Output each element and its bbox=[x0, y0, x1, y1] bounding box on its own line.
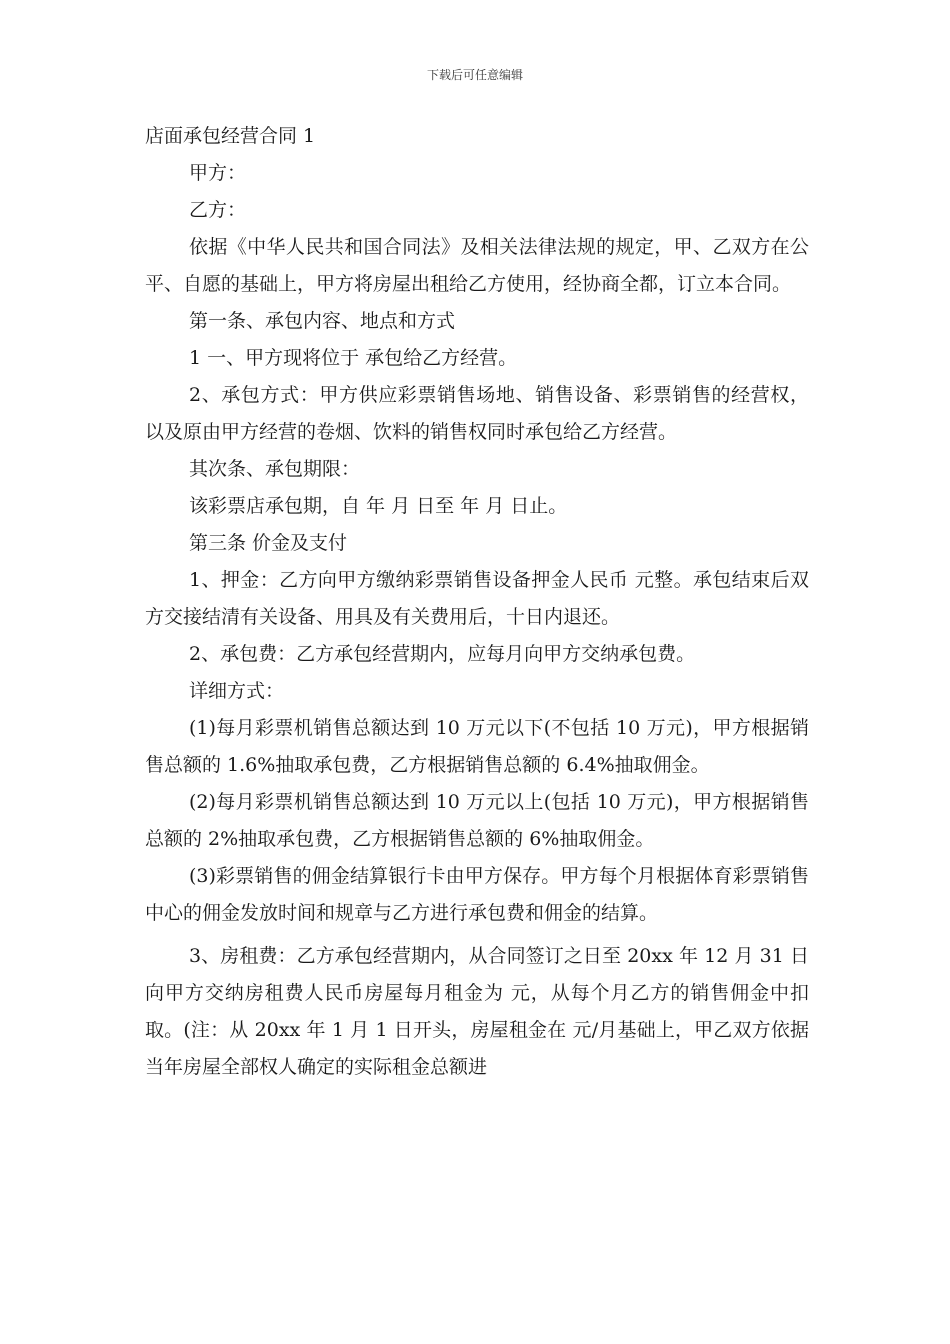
article-3-contract-fee: 2、承包费：乙方承包经营期内，应每月向甲方交纳承包费。 bbox=[189, 643, 696, 665]
article-2-term: 该彩票店承包期，自 年 月 日至 年 月 日止。 bbox=[189, 495, 568, 517]
article-1-heading: 第一条、承包内容、地点和方式 bbox=[189, 310, 456, 332]
article-2-heading: 其次条、承包期限： bbox=[189, 458, 361, 480]
party-a-line: 甲方： bbox=[189, 162, 247, 184]
preamble-paragraph: 依据《中华人民共和国合同法》及相关法律法规的规定，甲、乙双方在公平、自愿的基础上，甲方将房屋出租给乙方使用，经协商全都，订立本合同。 bbox=[145, 236, 809, 295]
article-3-method-heading: 详细方式： bbox=[189, 680, 285, 702]
page-header-note: 下载后可任意编辑 bbox=[426, 68, 523, 82]
article-3-method-2: (2)每月彩票机销售总额达到 10 万元以上(包括 10 万元)，甲方根据销售总额的 2%抽取承包费，乙方根据销售总额的 6%抽取佣金。 bbox=[145, 791, 809, 850]
article-1-clause-2: 2、承包方式：甲方供应彩票销售场地、销售设备、彩票销售的经营权，以及原由甲方经营的卷烟、饮料的销售权同时承包给乙方经营。 bbox=[145, 384, 809, 443]
article-3-deposit: 1、押金：乙方向甲方缴纳彩票销售设备押金人民币 元整。承包结束后双方交接结清有关设备、用具及有关费用后，十日内退还。 bbox=[145, 569, 809, 628]
article-3-method-3: (3)彩票销售的佣金结算银行卡由甲方保存。甲方每个月根据体育彩票销售中心的佣金发放时间和规章与乙方进行承包费和佣金的结算。 bbox=[145, 865, 809, 924]
article-3-heading: 第三条 价金及支付 bbox=[189, 532, 348, 554]
document-body bbox=[145, 118, 809, 1086]
document-title: 店面承包经营合同 1 bbox=[145, 125, 316, 147]
article-3-method-1: (1)每月彩票机销售总额达到 10 万元以下(不包括 10 万元)，甲方根据销售总额的 1.6%抽取承包费，乙方根据销售总额的 6.4%抽取佣金。 bbox=[145, 717, 809, 776]
party-b-line: 乙方： bbox=[189, 199, 247, 221]
article-1-clause-1: 1 一、甲方现将位于 承包给乙方经营。 bbox=[189, 347, 518, 369]
article-3-rent: 3、房租费：乙方承包经营期内，从合同签订之日至 20xx 年 12 月 31 日向甲方交纳房租费人民币房屋每月租金为 元，从每个月乙方的销售佣金中扣取。(注：从 20xx 年 1 月 1 日开头，房屋租金在 元/月基础上，甲乙双方依据当年房屋全部权人确定的实际租金总额进 bbox=[145, 945, 809, 1078]
